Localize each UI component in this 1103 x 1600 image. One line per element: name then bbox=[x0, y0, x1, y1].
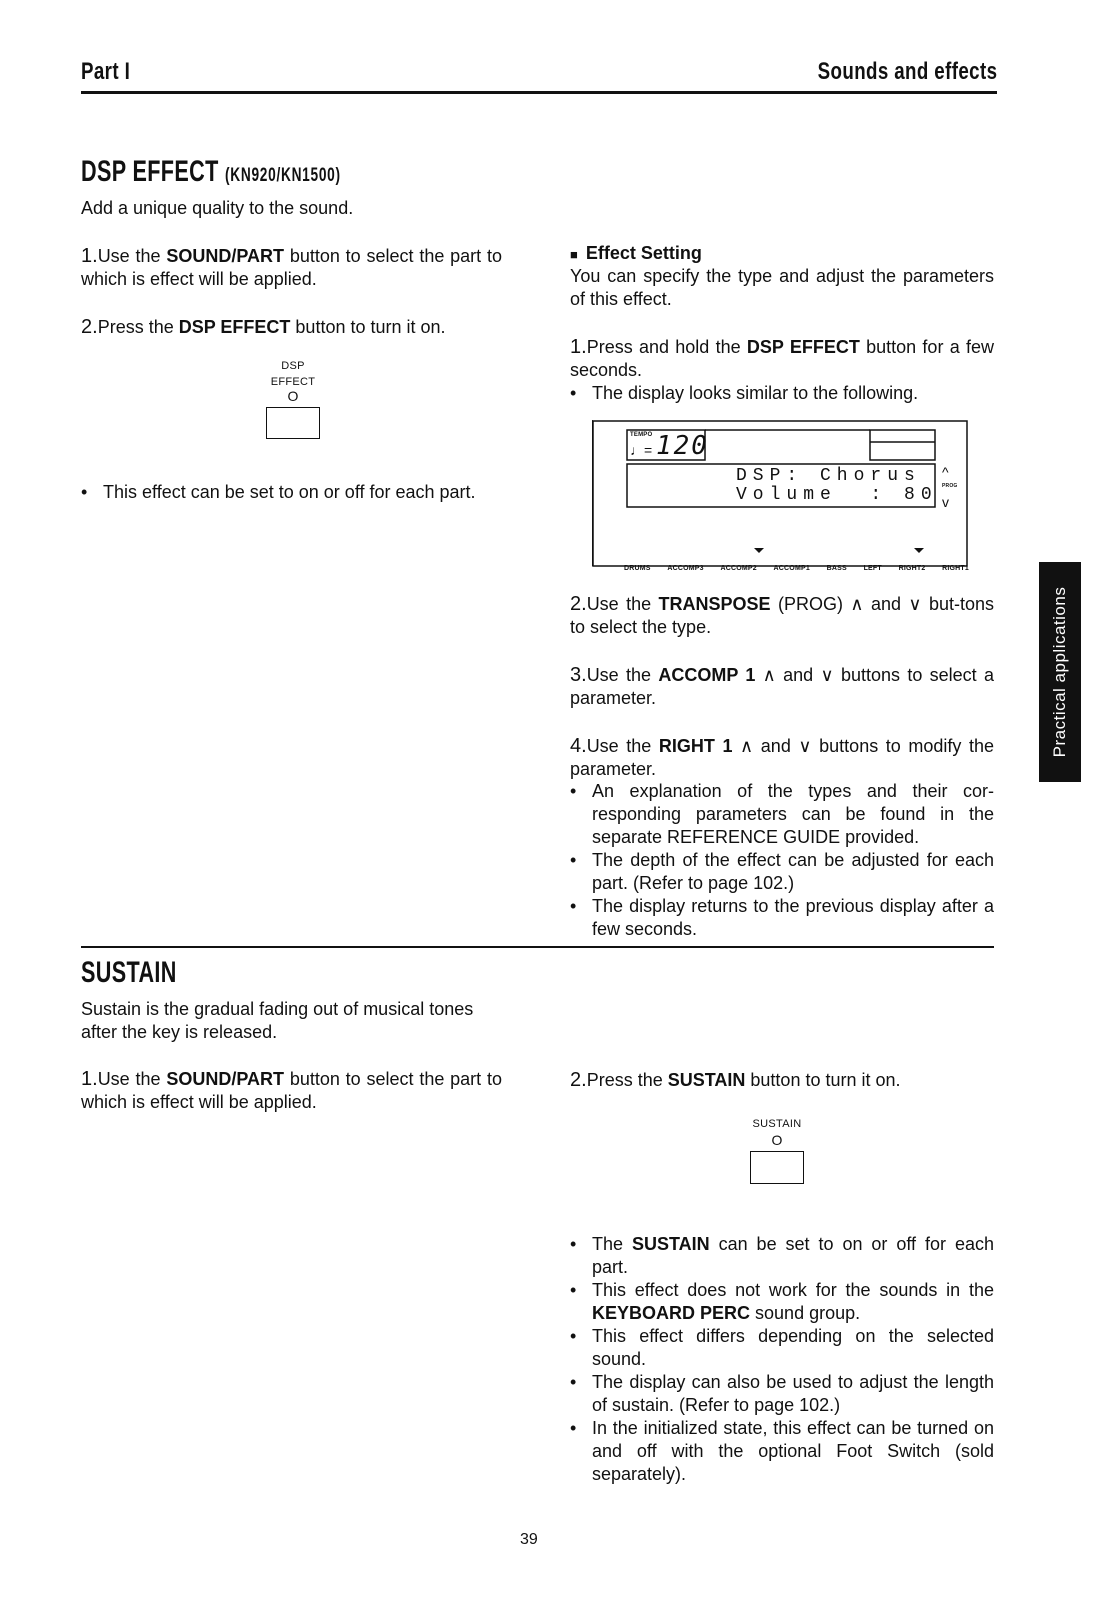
effect-setting-heading: ■ Effect Setting bbox=[570, 243, 702, 263]
page-number: 39 bbox=[520, 1531, 538, 1548]
part-label: RIGHT1 bbox=[942, 565, 969, 572]
part-label: ACCOMP2 bbox=[720, 565, 757, 572]
part-label: ACCOMP3 bbox=[667, 565, 704, 572]
dsp-intro: Add a unique quality to the sound. bbox=[81, 198, 354, 218]
part-label: BASS bbox=[826, 565, 847, 572]
section-divider bbox=[81, 946, 994, 948]
side-tab-practical-applications bbox=[1039, 562, 1081, 782]
lcd-line-2: Volume : 80 bbox=[736, 485, 938, 505]
sustain-button-label: SUSTAIN bbox=[752, 1118, 802, 1130]
list-item: • The display returns to the previous display after a few seconds. bbox=[570, 895, 994, 941]
list-item: • An explanation of the types and their cor-responding parameters can be found in the separate REFERENCE GUIDE provided. bbox=[570, 780, 994, 849]
effect-step-1: 1.Press and hold the DSP EFFECT button for a few seconds. bbox=[570, 336, 995, 380]
dsp-effect-button-graphic bbox=[262, 360, 324, 439]
list-item: • This effect does not work for the sounds in the KEYBOARD PERC sound group. bbox=[570, 1279, 994, 1325]
up-arrow-icon: ^ bbox=[942, 464, 949, 480]
effect-step-2: 2.Use the TRANSPOSE (PROG) ∧ and ∨ but-tons to select the type. bbox=[570, 593, 994, 637]
dsp-effect-title: DSP EFFECT (KN920/KN1500) bbox=[81, 155, 341, 188]
sustain-step-1: 1.Use the SOUND/PART button to select the part to which is effect will be applied. bbox=[81, 1068, 502, 1112]
side-tab-label: Practical applications bbox=[1050, 586, 1069, 758]
list-item: • The depth of the effect can be adjusted for each part. (Refer to page 102.) bbox=[570, 849, 994, 895]
list-item: • This effect differs depending on the selected sound. bbox=[570, 1325, 994, 1371]
sustain-step-2: 2.Press the SUSTAIN button to turn it on. bbox=[570, 1069, 901, 1091]
sustain-intro: Sustain is the gradual fading out of musical tones after the key is released. bbox=[81, 999, 474, 1042]
part-label: DRUMS bbox=[624, 565, 651, 572]
dsp-effect-button bbox=[266, 407, 320, 439]
lcd-part-labels bbox=[624, 565, 969, 572]
effect-step-4-bullets bbox=[570, 780, 994, 941]
part-label: RIGHT2 bbox=[898, 565, 926, 572]
effect-step-3: 3.Use the ACCOMP 1 ∧ and ∨ buttons to select a parameter. bbox=[570, 664, 994, 708]
header-rule bbox=[81, 91, 997, 94]
lcd-tempo-value: 120 bbox=[656, 431, 709, 461]
list-item: • The SUSTAIN can be set to on or off for each part. bbox=[570, 1233, 994, 1279]
dsp-button-label-2: EFFECT bbox=[270, 376, 316, 388]
lcd-tempo-label: TEMPO bbox=[630, 432, 653, 438]
part-label: LEFT bbox=[863, 565, 882, 572]
dsp-button-label-1: DSP bbox=[281, 360, 305, 372]
led-indicator-icon: O bbox=[287, 388, 299, 404]
lcd-tempo-note: ♩= bbox=[630, 442, 653, 458]
header-section: Sounds and effects bbox=[817, 58, 997, 85]
effect-step-4: 4.Use the RIGHT 1 ∧ and ∨ buttons to modify the parameter. bbox=[570, 735, 994, 779]
lcd-prog-label: PROG bbox=[942, 483, 958, 489]
square-bullet-icon: ■ bbox=[570, 247, 578, 262]
dsp-step-1: 1.Use the SOUND/PART button to select the part to which is effect will be applied. bbox=[81, 245, 502, 289]
led-indicator-icon: O bbox=[771, 1132, 783, 1148]
dsp-note: • This effect can be set to on or off for each part. bbox=[81, 481, 524, 504]
effect-setting-intro: You can specify the type and adjust the parameters of this effect. bbox=[570, 266, 994, 309]
down-arrow-icon: v bbox=[942, 494, 949, 510]
sustain-title: SUSTAIN bbox=[81, 956, 177, 989]
header-part: Part I bbox=[81, 58, 131, 85]
dsp-effect-models: (KN920/KN1500) bbox=[224, 165, 341, 186]
list-item: • In the initialized state, this effect can be turned on and off with the optional Foot Switch (sold separately). bbox=[570, 1417, 994, 1486]
dsp-step-2: 2.Press the DSP EFFECT button to turn it on. bbox=[81, 316, 446, 338]
effect-step-1-bullet: • The display looks similar to the following. bbox=[570, 382, 1016, 405]
sustain-button bbox=[750, 1151, 804, 1184]
part-label: ACCOMP1 bbox=[773, 565, 810, 572]
sustain-button-graphic bbox=[745, 1118, 809, 1184]
list-item: • The display can also be used to adjust the length of sustain. (Refer to page 102.) bbox=[570, 1371, 994, 1417]
lcd-line-1: DSP: Chorus bbox=[736, 466, 921, 486]
lcd-display bbox=[592, 420, 972, 580]
sustain-bullets bbox=[570, 1233, 994, 1486]
